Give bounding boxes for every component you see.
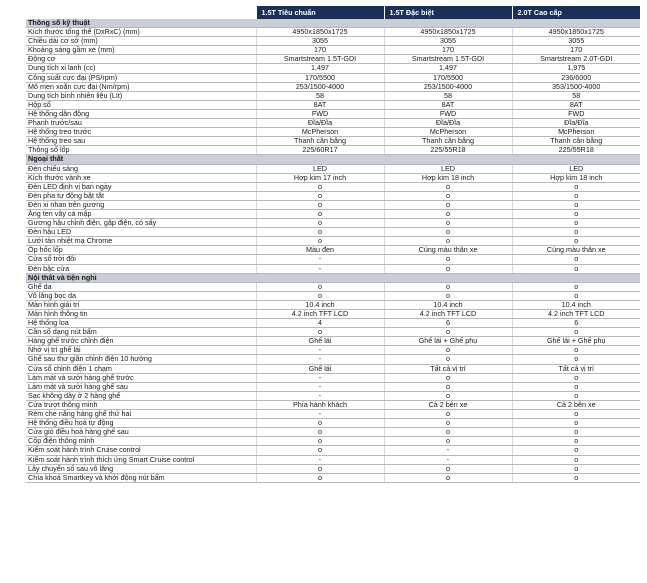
- row-value: o: [256, 209, 384, 218]
- row-value: o: [512, 355, 640, 364]
- row-label: Cửa gió điều hoà hàng ghế sau: [26, 428, 256, 437]
- row-label: Làm mát và sưởi hàng ghế sau: [26, 382, 256, 391]
- row-value: o: [384, 382, 512, 391]
- row-label: Vô lăng bọc da: [26, 291, 256, 300]
- row-label: Sạc không dây ở 2 hàng ghế: [26, 391, 256, 400]
- table-row: [26, 37, 640, 46]
- row-value: -: [256, 346, 384, 355]
- row-value: 170/5500: [256, 73, 384, 82]
- table-row: [26, 55, 640, 64]
- section-header: [26, 19, 640, 28]
- row-value: o: [512, 428, 640, 437]
- table-row: [26, 91, 640, 100]
- table-row: [26, 109, 640, 118]
- row-value: 4950x1850x1725: [384, 28, 512, 37]
- row-label: Hệ thống điều hoà tự động: [26, 419, 256, 428]
- row-label: Hệ thống treo trước: [26, 128, 256, 137]
- row-value: o: [256, 328, 384, 337]
- row-value: Hợp kim 18 inch: [384, 173, 512, 182]
- row-value: Cả 2 bên xe: [384, 400, 512, 409]
- row-value: Tất cả vị trí: [512, 364, 640, 373]
- row-value: o: [512, 328, 640, 337]
- row-value: McPherson: [384, 128, 512, 137]
- table-row: [26, 337, 640, 346]
- row-label: Rèm che nắng hàng ghế thứ hai: [26, 410, 256, 419]
- row-value: o: [512, 209, 640, 218]
- row-value: o: [384, 373, 512, 382]
- row-value: 353/1500-4000: [512, 82, 640, 91]
- row-value: o: [256, 446, 384, 455]
- row-value: o: [384, 255, 512, 264]
- row-value: Ghế lái: [256, 337, 384, 346]
- row-value: 8AT: [256, 100, 384, 109]
- row-value: Phía hành khách: [256, 400, 384, 409]
- row-value: McPherson: [256, 128, 384, 137]
- row-value: -: [256, 391, 384, 400]
- table-row: [26, 264, 640, 273]
- table-row: [26, 473, 640, 482]
- row-value: 225/60R17: [256, 146, 384, 155]
- row-value: Smartstream 2.0T-GDI: [512, 55, 640, 64]
- row-value: 3055: [384, 37, 512, 46]
- row-value: 170/5500: [384, 73, 512, 82]
- row-value: -: [256, 255, 384, 264]
- row-value: o: [384, 391, 512, 400]
- row-label: Động cơ: [26, 55, 256, 64]
- table-row: [26, 28, 640, 37]
- section-header: [26, 273, 640, 282]
- row-value: 225/55R18: [512, 146, 640, 155]
- row-value: o: [384, 355, 512, 364]
- row-value: Cả 2 bên xe: [512, 400, 640, 409]
- row-value: Đĩa/Đĩa: [256, 119, 384, 128]
- row-value: o: [384, 473, 512, 482]
- row-label: Kích thước vành xe: [26, 173, 256, 182]
- row-value: Đĩa/Đĩa: [512, 119, 640, 128]
- row-value: -: [256, 382, 384, 391]
- table-row: [26, 346, 640, 355]
- table-row: [26, 419, 640, 428]
- row-value: 170: [256, 46, 384, 55]
- header-blank: [26, 6, 256, 19]
- row-value: 58: [384, 91, 512, 100]
- row-value: o: [256, 282, 384, 291]
- row-value: Tất cả vị trí: [384, 364, 512, 373]
- table-row: [26, 446, 640, 455]
- section-title: Nội thất và tiện nghi: [26, 273, 640, 282]
- row-label: Ghế sau thư giãn chỉnh điện 10 hướng: [26, 355, 256, 364]
- row-label: Công suất cực đại (PS/rpm): [26, 73, 256, 82]
- row-value: -: [384, 446, 512, 455]
- table-row: [26, 100, 640, 109]
- row-value: 10.4 inch: [512, 300, 640, 309]
- row-value: FWD: [256, 109, 384, 118]
- table-row: [26, 237, 640, 246]
- row-value: -: [256, 410, 384, 419]
- table-row: [26, 228, 640, 237]
- row-label: Kiểm soát hành trình Cruise control: [26, 446, 256, 455]
- row-value: Cùng màu thân xe: [512, 246, 640, 255]
- row-label: Cửa sổ chỉnh điện 1 chạm: [26, 364, 256, 373]
- row-value: 8AT: [512, 100, 640, 109]
- row-value: 4.2 inch TFT LCD: [256, 310, 384, 319]
- row-value: 10.4 inch: [384, 300, 512, 309]
- header-trim-2: 1.5T Đặc biệt: [384, 6, 512, 19]
- row-label: Dung tích bình nhiên liệu (Lít): [26, 91, 256, 100]
- row-value: Ghế lái + Ghế phụ: [384, 337, 512, 346]
- row-value: o: [256, 219, 384, 228]
- row-value: o: [512, 373, 640, 382]
- row-value: o: [256, 473, 384, 482]
- row-label: Gương hậu chỉnh điện, gập điện, có sấy: [26, 219, 256, 228]
- row-value: 8AT: [384, 100, 512, 109]
- row-label: Lẫy chuyển số sau vô lăng: [26, 464, 256, 473]
- table-row: [26, 391, 640, 400]
- table-row: [26, 437, 640, 446]
- row-value: o: [512, 237, 640, 246]
- row-value: 253/1500-4000: [256, 82, 384, 91]
- row-value: 4950x1850x1725: [256, 28, 384, 37]
- row-value: o: [512, 410, 640, 419]
- row-label: Mô men xoắn cực đại (Nm/rpm): [26, 82, 256, 91]
- row-value: o: [512, 346, 640, 355]
- row-value: Thanh cân bằng: [256, 137, 384, 146]
- row-label: Ăng ten vây cá mập: [26, 209, 256, 218]
- row-label: Cửa sổ trời đôi: [26, 255, 256, 264]
- spec-table: [26, 6, 640, 483]
- row-label: Dung tích xi lanh (cc): [26, 64, 256, 73]
- row-value: o: [384, 410, 512, 419]
- row-value: o: [256, 419, 384, 428]
- row-label: Đèn bậc cửa: [26, 264, 256, 273]
- row-label: Khoảng sáng gầm xe (mm): [26, 46, 256, 55]
- row-value: Đĩa/Đĩa: [384, 119, 512, 128]
- table-row: [26, 255, 640, 264]
- row-value: o: [512, 228, 640, 237]
- row-value: Hợp kim 18 inch: [512, 173, 640, 182]
- row-value: -: [256, 373, 384, 382]
- row-value: 10.4 inch: [256, 300, 384, 309]
- table-row: [26, 182, 640, 191]
- table-row: [26, 373, 640, 382]
- table-row: [26, 46, 640, 55]
- row-value: -: [256, 264, 384, 273]
- row-value: o: [512, 282, 640, 291]
- section-title: Ngoại thất: [26, 155, 640, 164]
- row-value: -: [256, 355, 384, 364]
- table-row: [26, 310, 640, 319]
- row-value: 3055: [512, 37, 640, 46]
- table-row: [26, 428, 640, 437]
- row-label: Hàng ghế trước chỉnh điện: [26, 337, 256, 346]
- spec-body: [26, 19, 640, 482]
- section-header: [26, 155, 640, 164]
- row-value: 58: [512, 91, 640, 100]
- row-value: 170: [512, 46, 640, 55]
- row-label: Ghế da: [26, 282, 256, 291]
- header-trim-3: 2.0T Cao cấp: [512, 6, 640, 19]
- row-value: o: [256, 191, 384, 200]
- row-label: Đèn chiếu sáng: [26, 164, 256, 173]
- row-label: Đèn hậu LED: [26, 228, 256, 237]
- row-value: o: [384, 437, 512, 446]
- row-value: o: [384, 328, 512, 337]
- row-value: o: [384, 182, 512, 191]
- row-value: 4.2 inch TFT LCD: [384, 310, 512, 319]
- table-row: [26, 364, 640, 373]
- row-label: Cần số dạng nút bấm: [26, 328, 256, 337]
- row-value: Smartstream 1.5T-GDI: [256, 55, 384, 64]
- row-value: o: [384, 219, 512, 228]
- row-value: 4: [256, 319, 384, 328]
- row-value: Ghế lái + Ghế phụ: [512, 337, 640, 346]
- header-row: [26, 6, 640, 19]
- row-value: Ghế lái: [256, 364, 384, 373]
- table-row: [26, 319, 640, 328]
- row-value: o: [256, 182, 384, 191]
- table-row: [26, 146, 640, 155]
- row-label: Kiểm soát hành trình thích ứng Smart Cruise control: [26, 455, 256, 464]
- row-value: McPherson: [512, 128, 640, 137]
- row-value: Smartstream 1.5T-GDI: [384, 55, 512, 64]
- row-value: 170: [384, 46, 512, 55]
- row-value: o: [512, 200, 640, 209]
- row-label: Lưới tản nhiệt mạ Chrome: [26, 237, 256, 246]
- row-value: 1,497: [384, 64, 512, 73]
- row-value: LED: [384, 164, 512, 173]
- table-row: [26, 291, 640, 300]
- row-value: o: [384, 291, 512, 300]
- row-label: Màn hình giải trí: [26, 300, 256, 309]
- table-row: [26, 282, 640, 291]
- table-row: [26, 400, 640, 409]
- row-value: o: [384, 264, 512, 273]
- row-value: Hợp kim 17 inch: [256, 173, 384, 182]
- row-value: FWD: [384, 109, 512, 118]
- row-value: o: [512, 455, 640, 464]
- row-label: Chiều dài cơ sở (mm): [26, 37, 256, 46]
- row-label: Cốp điện thông minh: [26, 437, 256, 446]
- row-value: o: [256, 200, 384, 209]
- table-row: [26, 355, 640, 364]
- row-value: 4950x1850x1725: [512, 28, 640, 37]
- row-value: 1,975: [512, 64, 640, 73]
- row-value: 225/55R18: [384, 146, 512, 155]
- row-label: Làm mát và sưởi hàng ghế trước: [26, 373, 256, 382]
- row-value: Thanh cân bằng: [384, 137, 512, 146]
- row-value: o: [384, 346, 512, 355]
- row-value: -: [256, 455, 384, 464]
- row-value: 58: [256, 91, 384, 100]
- row-value: o: [512, 437, 640, 446]
- row-value: o: [512, 219, 640, 228]
- row-value: o: [512, 182, 640, 191]
- row-label: Đèn pha tự động bật tắt: [26, 191, 256, 200]
- row-value: o: [384, 228, 512, 237]
- row-value: o: [384, 209, 512, 218]
- row-value: 6: [384, 319, 512, 328]
- row-value: o: [512, 291, 640, 300]
- table-row: [26, 455, 640, 464]
- table-row: [26, 382, 640, 391]
- row-value: o: [384, 191, 512, 200]
- row-value: o: [512, 382, 640, 391]
- row-label: Nhớ vị trí ghế lái: [26, 346, 256, 355]
- row-label: Hệ thống loa: [26, 319, 256, 328]
- row-value: o: [512, 446, 640, 455]
- row-value: -: [384, 455, 512, 464]
- row-value: o: [384, 464, 512, 473]
- row-label: Cửa trượt thông minh: [26, 400, 256, 409]
- row-value: o: [512, 391, 640, 400]
- row-value: 253/1500-4000: [384, 82, 512, 91]
- row-value: Cùng màu thân xe: [384, 246, 512, 255]
- row-value: o: [512, 191, 640, 200]
- row-label: Hệ thống treo sau: [26, 137, 256, 146]
- row-value: Màu đen: [256, 246, 384, 255]
- table-row: [26, 246, 640, 255]
- row-label: Phanh trước/sau: [26, 119, 256, 128]
- table-row: [26, 410, 640, 419]
- table-row: [26, 191, 640, 200]
- row-label: Chìa khoá Smartkey và khởi động nút bấm: [26, 473, 256, 482]
- table-row: [26, 464, 640, 473]
- row-value: o: [512, 473, 640, 482]
- row-value: o: [384, 282, 512, 291]
- table-row: [26, 300, 640, 309]
- table-row: [26, 164, 640, 173]
- row-value: o: [256, 428, 384, 437]
- row-label: Hộp số: [26, 100, 256, 109]
- table-row: [26, 128, 640, 137]
- row-value: o: [256, 464, 384, 473]
- row-label: Thông số lốp: [26, 146, 256, 155]
- row-value: o: [256, 437, 384, 446]
- row-label: Hệ thống dẫn động: [26, 109, 256, 118]
- row-value: 236/6000: [512, 73, 640, 82]
- row-value: 3055: [256, 37, 384, 46]
- table-row: [26, 119, 640, 128]
- row-value: o: [384, 200, 512, 209]
- table-row: [26, 200, 640, 209]
- table-row: [26, 82, 640, 91]
- row-label: Màn hình thông tin: [26, 310, 256, 319]
- row-value: o: [256, 228, 384, 237]
- row-value: 4.2 inch TFT LCD: [512, 310, 640, 319]
- row-value: 6: [512, 319, 640, 328]
- row-value: o: [384, 419, 512, 428]
- row-value: o: [384, 428, 512, 437]
- row-value: Thanh cân bằng: [512, 137, 640, 146]
- row-value: o: [256, 237, 384, 246]
- table-row: [26, 73, 640, 82]
- header-trim-1: 1.5T Tiêu chuẩn: [256, 6, 384, 19]
- row-value: LED: [256, 164, 384, 173]
- row-value: o: [512, 255, 640, 264]
- row-value: LED: [512, 164, 640, 173]
- row-value: 1,497: [256, 64, 384, 73]
- table-row: [26, 209, 640, 218]
- row-value: o: [512, 419, 640, 428]
- row-value: o: [512, 264, 640, 273]
- row-label: Kích thước tổng thể (DxRxC) (mm): [26, 28, 256, 37]
- table-row: [26, 173, 640, 182]
- table-row: [26, 64, 640, 73]
- row-label: Ốp hốc lốp: [26, 246, 256, 255]
- row-value: o: [512, 464, 640, 473]
- table-row: [26, 219, 640, 228]
- row-label: Đèn LED định vị ban ngày: [26, 182, 256, 191]
- section-title: Thông số kỹ thuật: [26, 19, 640, 28]
- row-label: Đèn xi nhan trên gương: [26, 200, 256, 209]
- row-value: o: [256, 291, 384, 300]
- table-row: [26, 137, 640, 146]
- row-value: FWD: [512, 109, 640, 118]
- table-row: [26, 328, 640, 337]
- row-value: o: [384, 237, 512, 246]
